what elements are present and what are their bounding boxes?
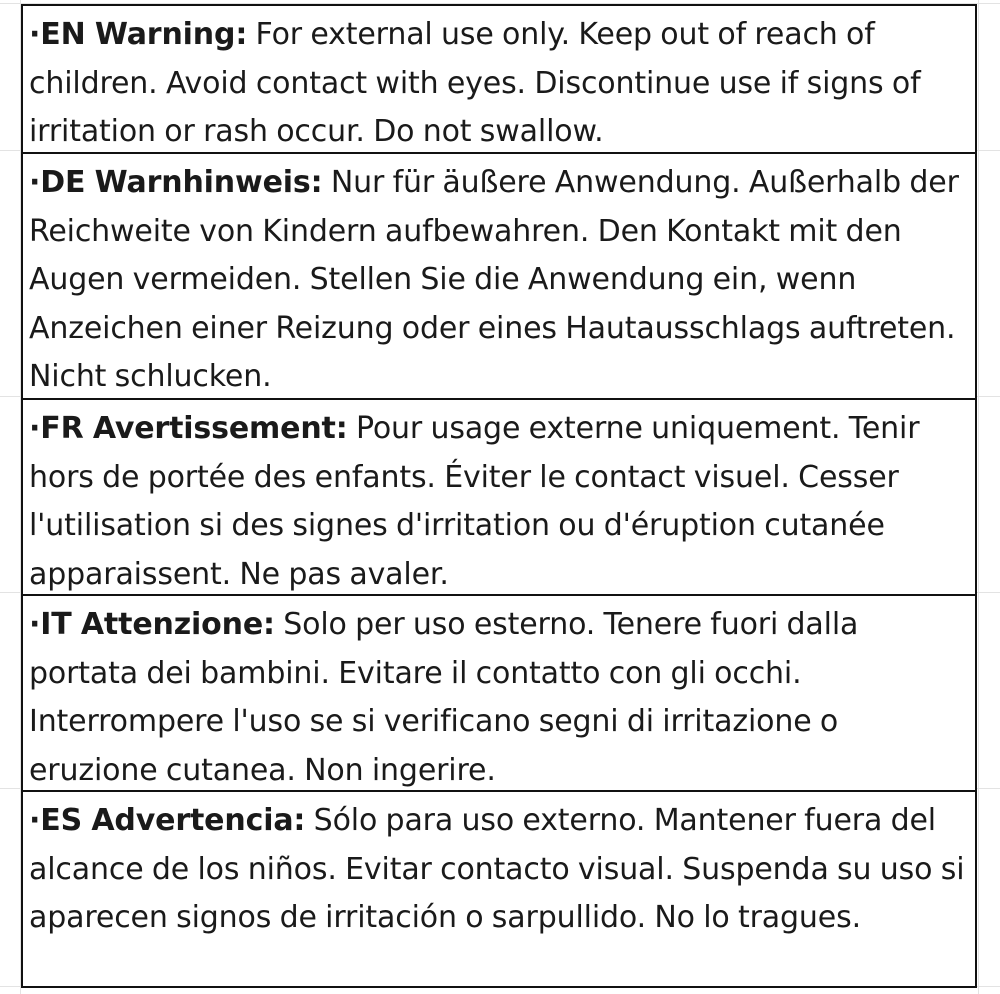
- warning-body-de: Nur für äußere Anwendung. Außerhalb der Reichweite von Kindern aufbewahren. Den Kontakt mit den Augen vermeiden. Stellen Sie die Anwendung ein, wenn Anzeichen einer Reizung oder eines Hautausschlags auftreten. Nicht schlucken.: [29, 165, 959, 394]
- warning-body-es: Sólo para uso externo. Mantener fuera del alcance de los niños. Evitar contacto visual. Suspenda su uso si aparecen signos de irritación o sarpullido. No lo tragues.: [29, 803, 965, 935]
- warning-row-de: [23, 152, 975, 398]
- warning-label-fr: ·FR Avertissement:: [29, 411, 348, 446]
- warning-text-de: [29, 159, 967, 398]
- warning-text-en: [29, 11, 967, 152]
- warning-label-es: ·ES Advertencia:: [29, 803, 306, 838]
- warning-text-fr: [29, 405, 967, 594]
- warning-text-es: [29, 797, 967, 943]
- warning-row-it: [23, 594, 975, 790]
- warning-row-es: [23, 790, 975, 986]
- warning-table: [21, 4, 977, 988]
- warning-text-it: [29, 601, 967, 790]
- warning-label-it: ·IT Attenzione:: [29, 607, 275, 642]
- warning-label-de: ·DE Warnhinweis:: [29, 165, 323, 200]
- warning-row-en: [23, 6, 975, 152]
- warning-body-it: Solo per uso esterno. Tenere fuori dalla portata dei bambini. Evitare il contatto con gli occhi. Interrompere l'uso se si verificano segni di irritazione o eruzione cutanea. Non ingerire.: [29, 607, 859, 788]
- warning-label-en: ·EN Warning:: [29, 17, 248, 52]
- warning-body-en: For external use only. Keep out of reach of children. Avoid contact with eyes. Discontinue use if signs of irritation or rash occur. Do not swallow.: [29, 17, 921, 149]
- warning-row-fr: [23, 398, 975, 594]
- warning-body-fr: Pour usage externe uniquement. Tenir hors de portée des enfants. Éviter le contact visuel. Cesser l'utilisation si des signes d'irritation ou d'éruption cutanée apparaissent. Ne pas avaler.: [29, 411, 920, 592]
